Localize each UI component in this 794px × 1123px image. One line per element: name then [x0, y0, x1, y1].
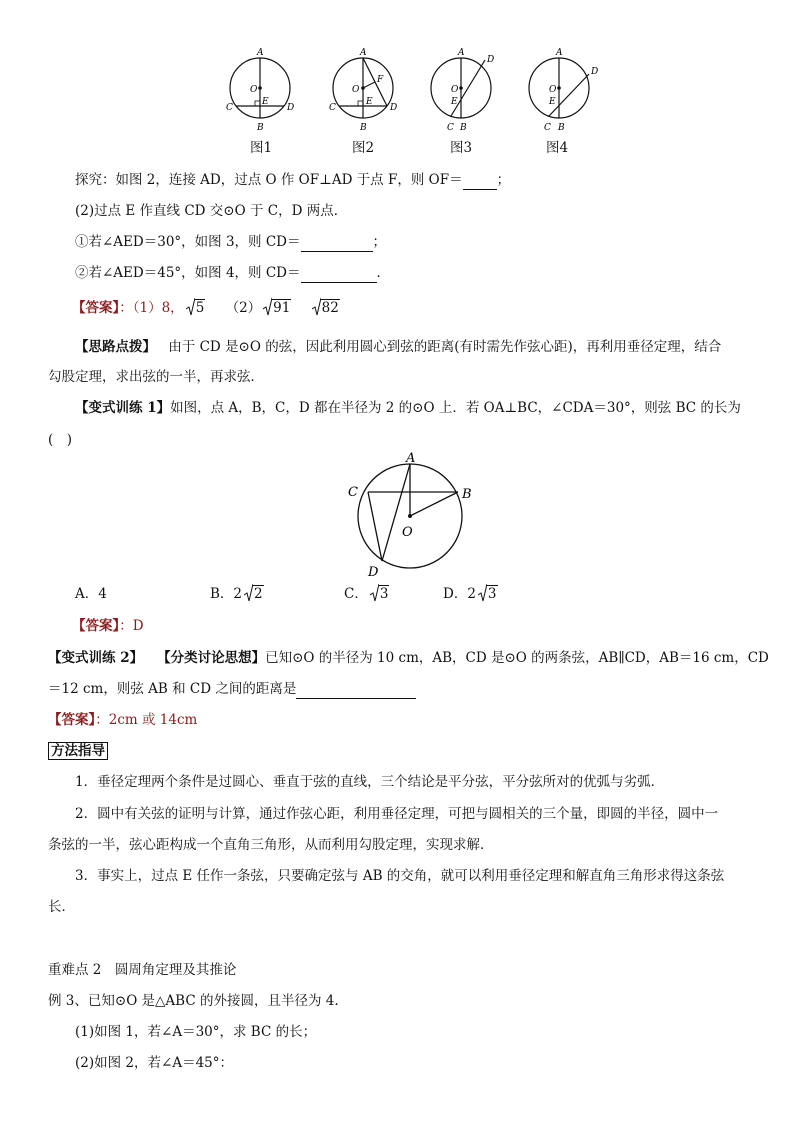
svg-text:F: F — [377, 75, 384, 85]
figure-4 — [523, 46, 603, 136]
section2-title: 重难点 2 圆周角定理及其推论 — [48, 962, 237, 978]
answer-blank — [463, 175, 497, 190]
variant1-label: 【变式训练 1】 — [75, 400, 171, 416]
option-d: D．2 3 — [443, 586, 497, 602]
example3-q1: (1)如图 1，若∠A＝30°，求 BC 的长； — [75, 1024, 317, 1040]
example3-q2: (2)如图 2，若∠A＝45°： — [75, 1055, 233, 1071]
option-a: A．4 — [75, 586, 107, 602]
example3: 例 3、已知⊙O 是△ABC 的外接圆，且半径为 4. — [48, 993, 339, 1009]
svg-text:A: A — [458, 48, 465, 58]
method-title: 方法指导 — [48, 741, 108, 761]
part2-intro: (2)过点 E 作直线 CD 交⊙O 于 C，D 两点． — [75, 203, 348, 219]
answer-1: 【答案】：（1）8， 5 （2） 91 82 — [72, 300, 339, 316]
variant1-figure — [340, 448, 480, 588]
svg-text:B: B — [257, 123, 264, 133]
explore-question: 探究：如图 2，连接 AD，过点 O 作 OF⊥AD 于点 F，则 OF＝ ； — [75, 172, 511, 188]
svg-text:C: C — [329, 103, 336, 113]
svg-text:B: B — [360, 123, 367, 133]
svg-text:C: C — [447, 123, 454, 133]
variant1-answer: 【答案】：D — [72, 618, 144, 634]
explore-text: 探究：如图 2，连接 AD，过点 O 作 OF⊥AD 于点 F，则 OF＝ — [75, 172, 463, 188]
svg-text:E: E — [549, 97, 556, 107]
figure-caption-2: 图2 — [352, 140, 375, 156]
svg-text:O: O — [402, 525, 413, 540]
svg-text:A: A — [406, 451, 416, 466]
method-point-3: 3．事实上，过点 E 任作一条弦，只要确定弦与 AB 的交角，就可以利用垂径定理和解直角三角形求得这条弦 — [75, 868, 725, 884]
hint-line-1: 【思路点拨】 由于 CD 是⊙O 的弦，因此利用圆心到弦的距离(有时需先作弦心距)，再利用垂径定理，结合 — [75, 339, 722, 355]
hint-label: 【思路点拨】 — [75, 339, 156, 355]
sqrt-5: 5 — [186, 298, 206, 318]
svg-text:O: O — [352, 85, 360, 95]
svg-text:B: B — [460, 123, 467, 133]
variant2-line-1: 【变式训练 2】 【分类讨论思想】已知⊙O 的半径为 10 cm，AB，CD 是⊙O 的两条弦，AB∥CD，AB＝16 cm，CD — [48, 650, 769, 666]
method-point-1: 1．垂径定理两个条件是过圆心、垂直于弦的直线，三个结论是平分弦，平分弦所对的优弧与劣弧． — [75, 774, 665, 790]
svg-text:E: E — [451, 97, 458, 107]
method-point-2: 2．圆中有关弦的证明与计算，通过作弦心距，利用垂径定理，可把与圆相关的三个量，即圆的半径，圆中一 — [75, 806, 719, 822]
sqrt-91: 91 — [263, 298, 291, 318]
answer-blank — [301, 268, 377, 283]
part2-question-1: ①若∠AED＝30°，如图 3，则 CD＝ ； — [75, 234, 386, 250]
figure-2 — [325, 46, 405, 136]
option-b: B．2 2 — [210, 586, 263, 602]
sqrt-82: 82 — [312, 298, 340, 318]
answer-blank — [296, 684, 416, 699]
svg-text:D: D — [287, 103, 295, 113]
answer-blank — [301, 237, 373, 252]
figure-1 — [222, 46, 302, 136]
figure-3 — [427, 46, 507, 136]
svg-text:B: B — [558, 123, 565, 133]
svg-text:B: B — [462, 487, 472, 502]
variant2-answer: 【答案】：2cm 或 14cm — [48, 712, 198, 728]
variant2-tag: 【分类讨论思想】 — [157, 650, 266, 666]
figure-caption-4: 图4 — [546, 140, 569, 156]
svg-text:C: C — [348, 485, 358, 500]
figure-caption-1: 图1 — [250, 140, 273, 156]
part2-question-2: ②若∠AED＝45°，如图 4，则 CD＝ ． — [75, 265, 390, 281]
figure-caption-3: 图3 — [450, 140, 473, 156]
variant2-line-2: ＝12 cm，则弦 AB 和 CD 之间的距离是 — [48, 679, 416, 699]
svg-text:A: A — [360, 48, 367, 58]
variant2-label: 【变式训练 2】 — [48, 650, 144, 666]
svg-text:O: O — [549, 85, 557, 95]
svg-text:E: E — [366, 97, 373, 107]
svg-text:O: O — [451, 85, 459, 95]
variant1-paren: ( ) — [48, 432, 73, 448]
svg-text:E: E — [262, 97, 269, 107]
svg-text:C: C — [226, 103, 233, 113]
variant1-question: 【变式训练 1】如图，点 A，B，C，D 都在半径为 2 的⊙O 上．若 OA⊥BC，∠CDA＝30°，则弦 BC 的长为 — [75, 400, 741, 416]
svg-text:D: D — [390, 103, 398, 113]
svg-text:A: A — [556, 48, 563, 58]
answer-label: 【答案】 — [72, 300, 120, 316]
svg-text:O: O — [250, 85, 258, 95]
option-c: C． 3 — [344, 586, 389, 602]
svg-text:D: D — [368, 565, 379, 580]
svg-text:D: D — [487, 55, 495, 65]
method-point-2-cont: 条弦的一半，弦心距构成一个直角三角形，从而利用勾股定理，实现求解． — [48, 837, 494, 853]
svg-text:D: D — [591, 67, 599, 77]
svg-text:C: C — [544, 123, 551, 133]
hint-line-2: 勾股定理，求出弦的一半，再求弦． — [48, 369, 264, 385]
svg-text:A: A — [257, 48, 264, 58]
method-point-3-cont: 长． — [48, 899, 75, 915]
